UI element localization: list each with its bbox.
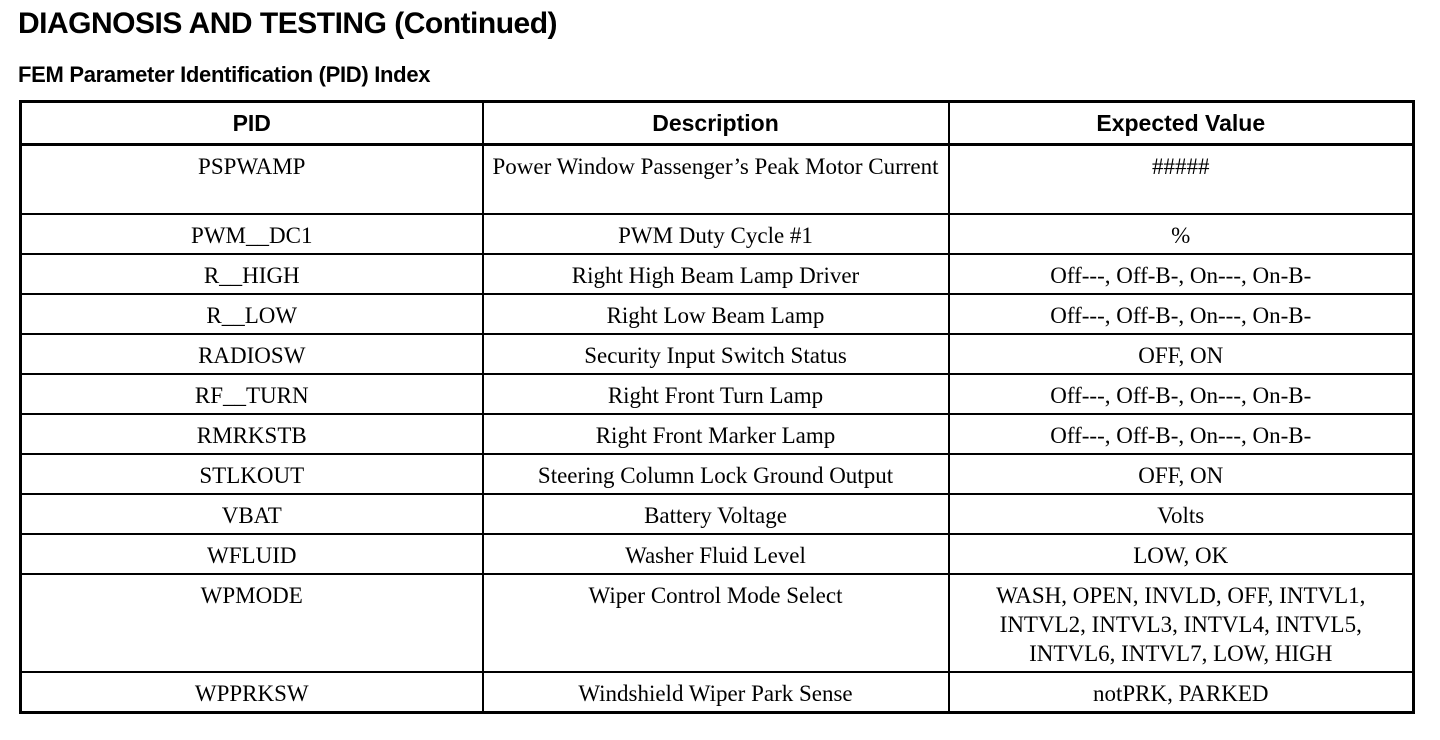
table-row — [21, 534, 1414, 574]
table-row — [21, 214, 1414, 254]
pid-cell: PWM__DC1 — [21, 214, 483, 254]
expected-value-cell: LOW, OK — [949, 534, 1414, 574]
table-row — [21, 414, 1414, 454]
pid-cell: VBAT — [21, 494, 483, 534]
table-row — [21, 294, 1414, 334]
expected-value-cell: ##### — [949, 145, 1414, 215]
expected-value-cell: WASH, OPEN, INVLD, OFF, INTVL1, INTVL2, INTVL3, INTVL4, INTVL5, INTVL6, INTVL7, LOW, HIGH — [949, 574, 1414, 672]
description-cell: Right Low Beam Lamp — [483, 294, 949, 334]
description-cell: Right Front Marker Lamp — [483, 414, 949, 454]
description-cell: Battery Voltage — [483, 494, 949, 534]
expected-value-cell: notPRK, PARKED — [949, 672, 1414, 713]
column-header-pid: PID — [21, 102, 483, 145]
expected-value-cell: % — [949, 214, 1414, 254]
pid-cell: R__LOW — [21, 294, 483, 334]
column-header-description: Description — [483, 102, 949, 145]
pid-cell: R__HIGH — [21, 254, 483, 294]
pid-cell: RMRKSTB — [21, 414, 483, 454]
table-row — [21, 454, 1414, 494]
pid-cell: WFLUID — [21, 534, 483, 574]
table-row — [21, 574, 1414, 672]
expected-value-cell: OFF, ON — [949, 334, 1414, 374]
description-cell: Washer Fluid Level — [483, 534, 949, 574]
table-row — [21, 494, 1414, 534]
pid-cell: WPMODE — [21, 574, 483, 672]
expected-value-cell: Off---, Off-B-, On---, On-B- — [949, 414, 1414, 454]
description-cell: Windshield Wiper Park Sense — [483, 672, 949, 713]
pid-cell: RF__TURN — [21, 374, 483, 414]
expected-value-cell: Off---, Off-B-, On---, On-B- — [949, 294, 1414, 334]
pid-index-table — [19, 100, 1415, 714]
table-header-row — [21, 102, 1414, 145]
expected-value-cell: Volts — [949, 494, 1414, 534]
column-header-expected-value: Expected Value — [949, 102, 1414, 145]
page-title: DIAGNOSIS AND TESTING (Continued) — [18, 7, 558, 40]
description-cell: Wiper Control Mode Select — [483, 574, 949, 672]
expected-value-cell: Off---, Off-B-, On---, On-B- — [949, 254, 1414, 294]
pid-cell: STLKOUT — [21, 454, 483, 494]
description-cell: Right Front Turn Lamp — [483, 374, 949, 414]
description-cell: Right High Beam Lamp Driver — [483, 254, 949, 294]
pid-cell: PSPWAMP — [21, 145, 483, 215]
description-cell: PWM Duty Cycle #1 — [483, 214, 949, 254]
expected-value-cell: Off---, Off-B-, On---, On-B- — [949, 374, 1414, 414]
table-row — [21, 672, 1414, 713]
description-cell: Security Input Switch Status — [483, 334, 949, 374]
pid-cell: WPPRKSW — [21, 672, 483, 713]
description-cell: Steering Column Lock Ground Output — [483, 454, 949, 494]
expected-value-cell: OFF, ON — [949, 454, 1414, 494]
description-cell: Power Window Passenger’s Peak Motor Current — [483, 145, 949, 215]
table-row — [21, 254, 1414, 294]
table-row — [21, 145, 1414, 215]
table-row — [21, 334, 1414, 374]
table-row — [21, 374, 1414, 414]
pid-cell: RADIOSW — [21, 334, 483, 374]
section-subtitle: FEM Parameter Identification (PID) Index — [18, 62, 431, 87]
